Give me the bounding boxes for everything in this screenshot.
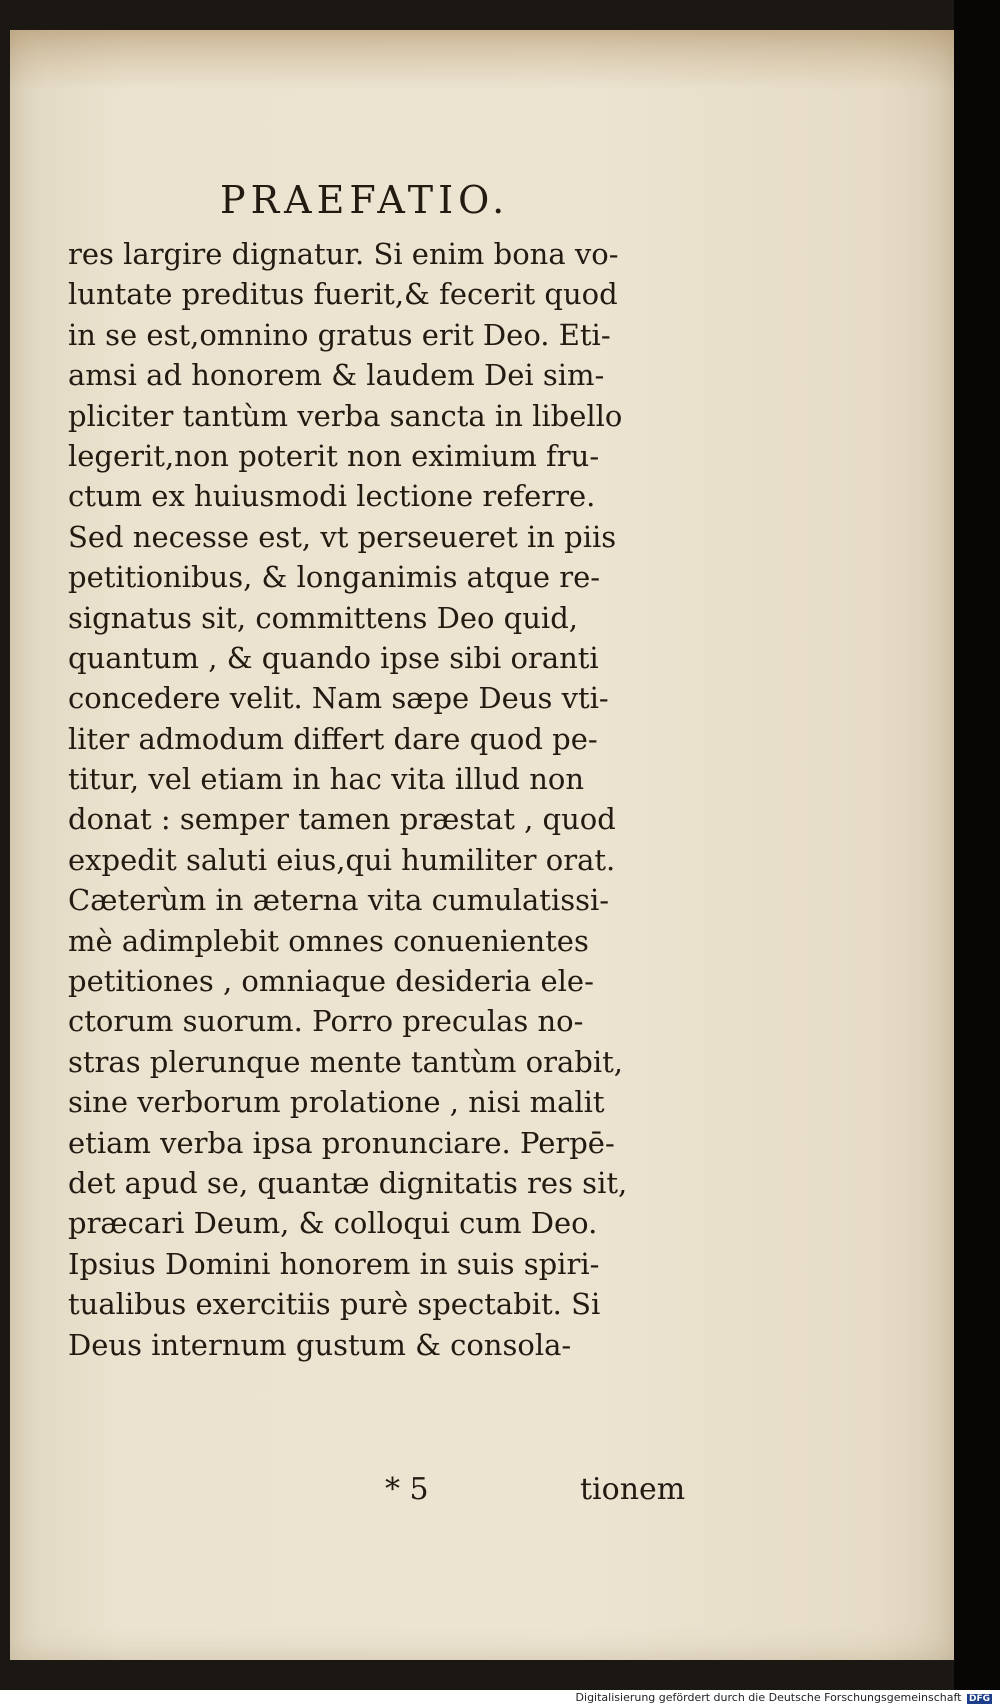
page-footer <box>10 1472 954 1512</box>
credit-text: Digitalisierung gefördert durch die Deutsche Forschungsgemeinschaft <box>575 1691 962 1704</box>
text-line: ctorum suorum. Porro preculas no- <box>68 1004 584 1039</box>
text-line: petitionibus, & longanimis atque re- <box>68 560 601 595</box>
text-line: titur, vel etiam in hac vita illud non <box>68 762 585 797</box>
running-head: PRAEFATIO. <box>220 178 510 222</box>
text-line: tualibus exercitiis purè spectabit. Si <box>68 1287 601 1322</box>
text-line: Deus internum gustum & consola- <box>68 1327 572 1362</box>
text-line: luntate preditus fuerit,& fecerit quod <box>68 277 618 312</box>
text-line: liter admodum differt dare quod pe- <box>68 721 598 756</box>
paper-page <box>10 30 954 1660</box>
text-line: sine verborum prolatione , nisi malit <box>68 1085 605 1120</box>
text-line: præcari Deum, & colloqui cum Deo. <box>68 1206 598 1241</box>
body-text <box>68 234 718 1365</box>
digitization-credit <box>576 1691 992 1704</box>
text-line: pliciter tantùm verba sancta in libello <box>68 398 623 433</box>
text-line: Sed necesse est, vt perseueret in piis <box>68 519 617 554</box>
text-line: petitiones , omniaque desideria ele- <box>68 964 594 999</box>
signature-mark: * 5 <box>385 1472 429 1507</box>
text-line: in se est,omnino gratus erit Deo. Eti- <box>68 317 611 352</box>
text-line: Cæterùm in æterna vita cumulatissi- <box>68 883 610 918</box>
text-line: mè adimplebit omnes conuenientes <box>68 923 589 958</box>
text-line: Ipsius Domini honorem in suis spiri- <box>68 1246 600 1281</box>
catchword: tionem <box>580 1472 686 1507</box>
text-line: etiam verba ipsa pronunciare. Perpē- <box>68 1125 615 1160</box>
text-line: amsi ad honorem & laudem Dei sim- <box>68 358 605 393</box>
text-line: stras plerunque mente tantùm orabit, <box>68 1044 623 1079</box>
text-line: concedere velit. Nam sæpe Deus vti- <box>68 681 609 716</box>
dfg-logo: DFG <box>968 1694 990 1704</box>
text-line: signatus sit, committens Deo quid, <box>68 600 578 635</box>
text-line: res largire dignatur. Si enim bona vo- <box>68 237 619 271</box>
text-line: det apud se, quantæ dignitatis res sit, <box>68 1165 628 1200</box>
text-line: donat : semper tamen præstat , quod <box>68 802 616 837</box>
text-line: quantum , & quando ipse sibi oranti <box>68 640 599 675</box>
scan-border <box>954 0 1000 1690</box>
text-line: ctum ex huiusmodi lectione referre. <box>68 479 596 514</box>
text-line: legerit,non poterit non eximium fru- <box>68 438 600 473</box>
text-line: expedit saluti eius,qui humiliter orat. <box>68 842 616 877</box>
